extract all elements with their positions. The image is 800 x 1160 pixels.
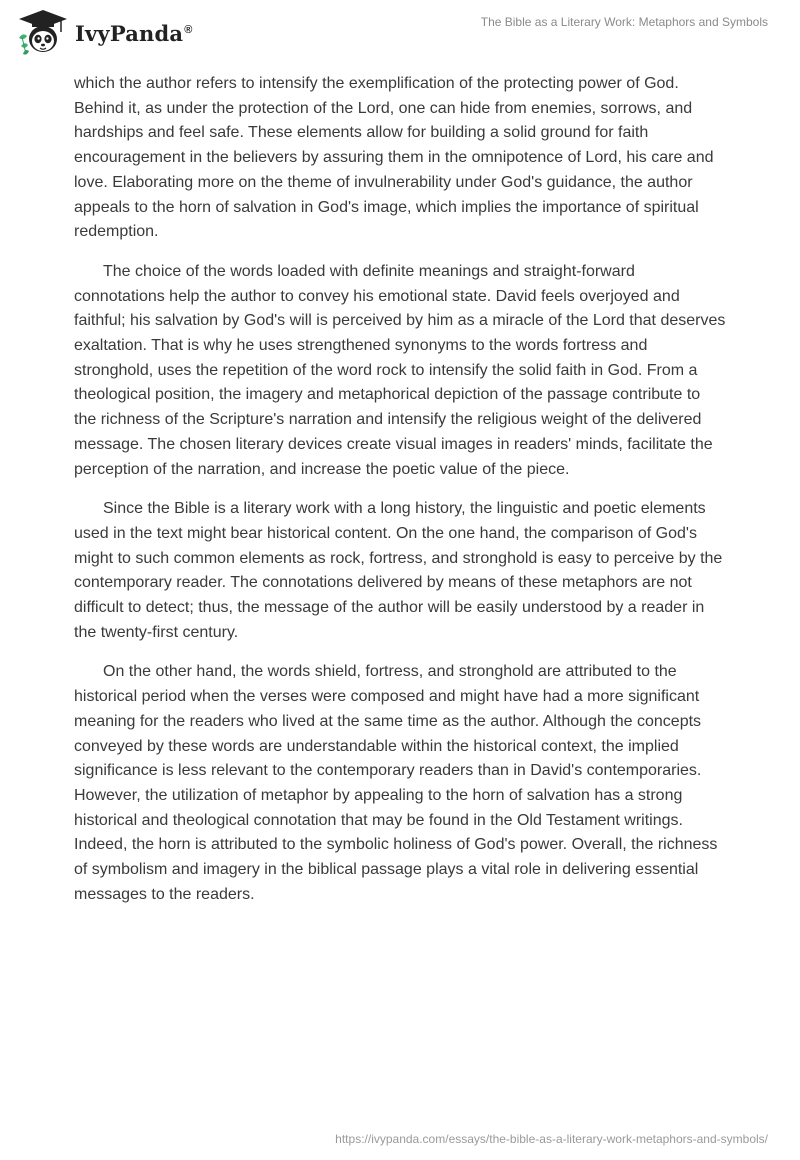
panda-logo-icon (15, 8, 71, 56)
document-title: The Bible as a Literary Work: Metaphors and Symbols (480, 15, 768, 29)
essay-body (74, 72, 726, 923)
logo[interactable] (15, 8, 193, 56)
paragraph: Since the Bible is a literary work with a long history, the linguistic and poetic elements used in the text might bear historical content. On the one hand, the comparison of God's might to such common elements as rock, fortress, and stronghold is easy to perceive by the contemporary reader. The connotations delivered by means of these metaphors are not difficult to detect; thus, the message of the author will be easily understood by a reader in the twenty-first century. (74, 500, 723, 641)
page-header (0, 0, 800, 70)
paragraph: The choice of the words loaded with definite meanings and straight-forward connotations help the author to convey his emotional state. David feels overjoyed and faithful; his salvation by God's will is perceived by him as a miracle of the Lord that deserves exaltation. That is why he uses strengthened synonyms to the words fortress and stronghold, uses the repetition of the word rock to intensify the solid faith in God. From a theological position, the imagery and metaphorical depiction of the passage contribute to the richness of the Scripture's narration and intensify the religious weight of the delivered message. The chosen literary devices create visual images in readers' minds, facilitate the perception of the narration, and increase the poetic value of the piece. (74, 262, 726, 478)
logo-text: IvyPanda® (75, 20, 193, 46)
paragraph: On the other hand, the words shield, fortress, and stronghold are attributed to the historical period when the verses were composed and might have had a more significant meaning for the readers who lived at the same time as the author. Although the concepts conveyed by these words are understandable within the historical context, the implied significance is less relevant to the contemporary readers than in David's contemporaries. However, the utilization of metaphor by appealing to the horn of salvation has a strong historical and theological connotation that may be found in the Old Testament writings. Indeed, the horn is attributed to the symbolic holiness of God's power. Overall, the richness of symbolism and imagery in the biblical passage plays a vital role in delivering essential messages to the readers. (74, 663, 718, 903)
paragraph: which the author refers to intensify the exemplification of the protecting power of God. Behind it, as under the protection of the Lord, one can hide from enemies, sorrows, and hardships and feel safe. These elements allow for building a solid ground for faith encouragement in the believers by assuring them in the omnipotence of Lord, his care and love. Elaborating more on the theme of invulnerability under God's guidance, the author appeals to the horn of salvation in God's image, which implies the importance of spiritual redemption. (74, 75, 714, 241)
registered-mark: ® (184, 23, 193, 36)
source-url-link[interactable]: https://ivypanda.com/essays/the-bible-as-a-literary-work-metaphors-and-symbols/ (335, 1132, 768, 1146)
